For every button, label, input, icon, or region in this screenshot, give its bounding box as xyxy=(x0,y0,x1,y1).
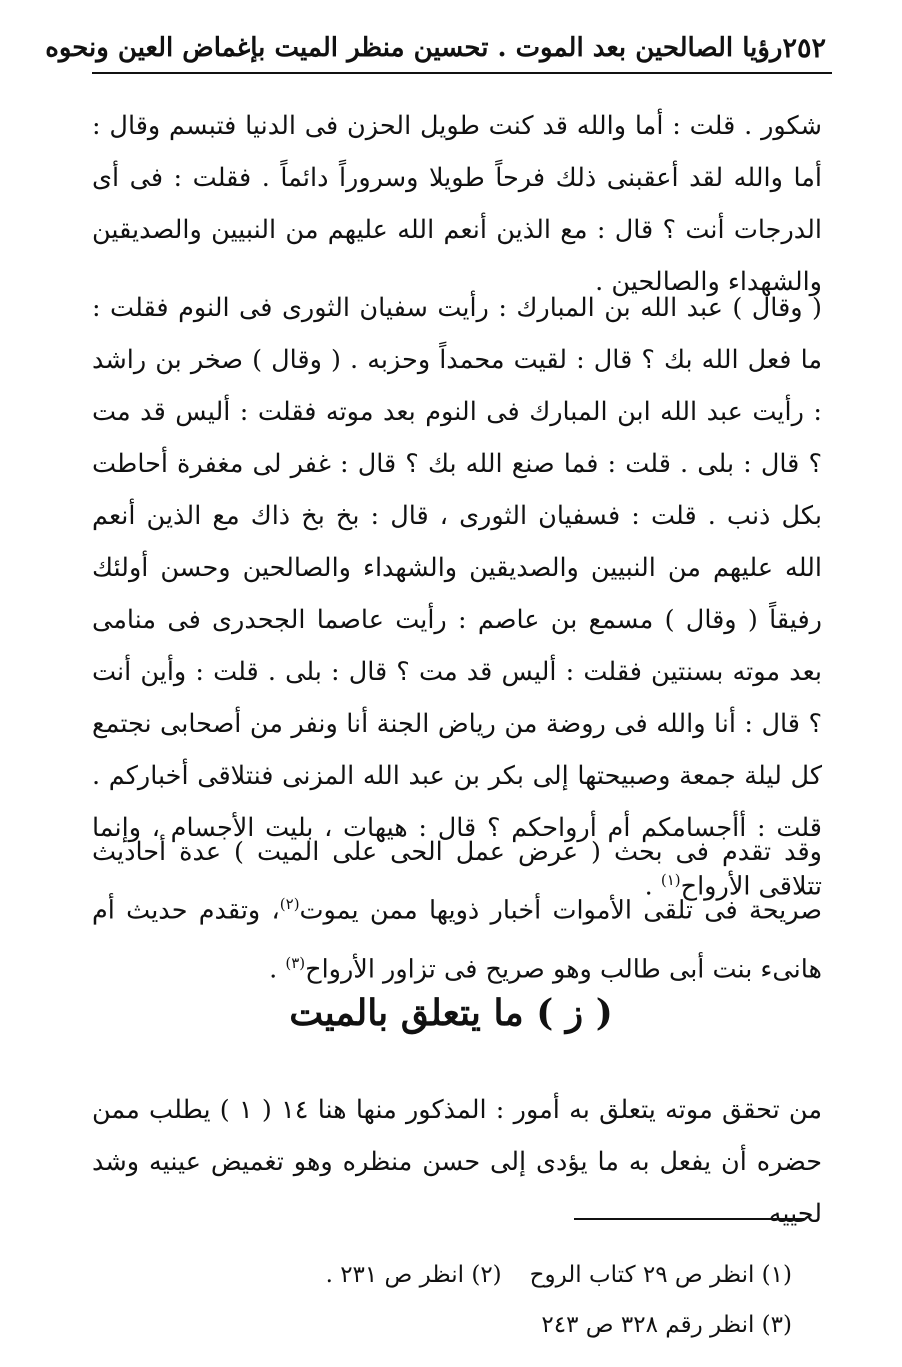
running-header xyxy=(45,26,826,70)
footnote-3: (٣) انظر رقم ٣٢٨ ص ٢٤٣ xyxy=(541,1312,792,1338)
page-number: ٢٥٢ xyxy=(782,32,826,64)
paragraph-3 xyxy=(92,826,822,995)
paragraph-2 xyxy=(92,282,822,913)
header-divider xyxy=(92,72,832,74)
paragraph-4-text: من تحقق موته يتعلق به أمور : المذكور منها هنا ١٤ ( ١ ) يطلب ممن حضره أن يفعل به ما يؤدى إلى حسن منظره وهو تغميض عينيه وشد لحييه xyxy=(92,1095,822,1229)
footnote-2: (٢) انظر ص ٢٣١ . xyxy=(325,1262,502,1288)
section-heading: ( ز ) ما يتعلق بالميت xyxy=(289,992,613,1034)
paragraph-2-end: . xyxy=(644,871,661,902)
paragraph-1 xyxy=(92,100,822,308)
running-title: رؤيا الصالحين بعد الموت . تحسين منظر الميت بإغماض العين ونحوه xyxy=(45,33,783,63)
paragraph-3-body xyxy=(92,826,822,995)
paragraph-3-part1: وقد تقدم فى بحث ( عرض عمل الحى على الميت ) عدة أحاديث صريحة فى تلقى الأموات أخبار ذويها ممن يموت xyxy=(92,837,822,926)
footnote-1: (١) انظر ص ٢٩ كتاب الروح xyxy=(529,1262,792,1288)
paragraph-2-text: ( وقال ) عبد الله بن المبارك : رأيت سفيان الثورى فى النوم فقلت : ما فعل الله بك ؟ قال : لقيت محمداً وحزبه . ( وقال ) صخر بن راشد : رأيت عبد الله ابن المبارك فى النوم بعد موته فقلت : أليس قد مت ؟ قال : بلى . قلت : فما صنع الله بك ؟ قال : غفر لى مغفرة أحاطت بكل ذنب . قلت : فسفيان الثورى ، قال : بخ بخ ذاك مع الذين أنعم الله عليهم من النبيين والصديقين والشهداء والصالحين وحسن أولئك رفيقاً ( وقال ) مسمع بن عاصم : رأيت عاصما الجحدرى فى منامى بعد موته بسنتين فقلت : أليس قد مت ؟ قال : بلى . قلت : وأين أنت ؟ قال : أنا والله فى روضة من رياض الجنة أنا ونفر من أصحابى نجتمع كل ليلة جمعة وصبيحتها إلى بكر بن عبد الله المزنى فنتلاقى أخباركم . قلت : أأجسامكم أم أرواحكم ؟ قال : هيهات ، بليت الأجسام ، وإنما تتلاقى الأرواح xyxy=(92,293,822,902)
paragraph-1-text: شكور . قلت : أما والله قد كنت طويل الحزن فى الدنيا فتبسم وقال : أما والله لقد أعقبنى ذلك فرحاً طويلا وسروراً دائماً . فقلت : فى أى الدرجات أنت ؟ قال : مع الذين أنعم الله عليهم من النبيين والصديقين والشهداء والصالحين . xyxy=(92,111,822,297)
footnotes xyxy=(232,1250,792,1350)
paragraph-3-end: . xyxy=(269,954,286,984)
footnote-line-2 xyxy=(232,1300,792,1350)
paragraph-2-body xyxy=(92,282,822,913)
footnote-ref-2: (٢) xyxy=(279,895,300,913)
footnote-ref-3: (٣) xyxy=(285,953,306,972)
footnote-line-1 xyxy=(232,1250,792,1300)
paragraph-4 xyxy=(92,1084,822,1240)
footnote-divider xyxy=(574,1218,804,1220)
footnote-ref-1: (١) xyxy=(660,871,681,889)
paragraph-3-part2: ، وتقدم حديث أم هانىء بنت أبى طالب وهو صريح فى تزاور الأرواح xyxy=(92,895,822,984)
